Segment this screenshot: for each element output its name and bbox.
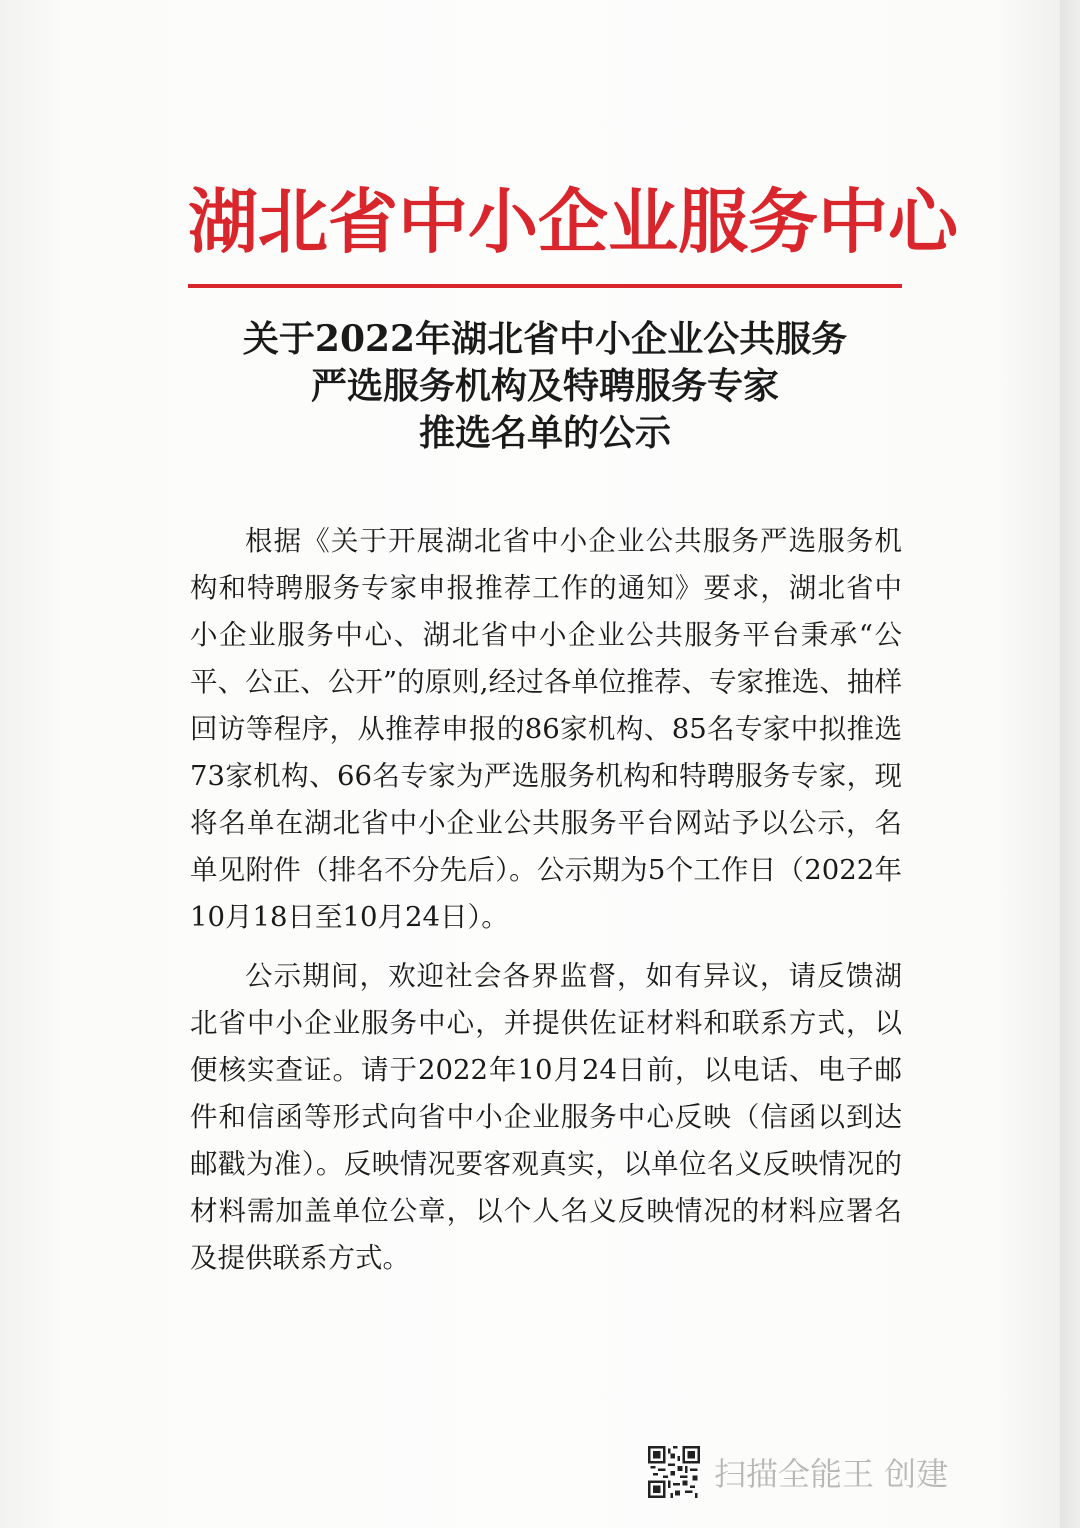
document-body <box>190 518 902 1294</box>
document-title <box>160 316 930 457</box>
page-edge-shadow <box>1060 0 1080 1528</box>
title-line-2: 严选服务机构及特聘服务专家 <box>310 365 779 407</box>
scanner-watermark <box>648 1440 948 1504</box>
body-paragraph-1: 根据《关于开展湖北省中小企业公共服务严选服务机构和特聘服务专家申报推荐工作的通知》要求，湖北省中小企业服务中心、湖北省中小企业公共服务平台秉承“公平、公正、公开”的原则,经过各单位推荐、专家推选、抽样回访等程序，从推荐申报的86家机构、85名专家中拟推选 73家机构、66名专家为严选服务机构和特聘服务专家，现将名单在湖北省中小企业公共服务平台网站予以公示，名单见附件（排名不分先后）。公示期为5个工作日（2022年10月18日至10月24日）。 <box>190 525 902 933</box>
title-line-3: 推选名单的公示 <box>418 412 671 454</box>
letterhead-organization: 湖北省中小企业服务中心 <box>188 181 958 263</box>
watermark-text: 扫描全能王 创建 <box>714 1455 949 1493</box>
title-line-1: 关于2022年湖北省中小企业公共服务 <box>242 318 848 360</box>
body-paragraph-2: 公示期间，欢迎社会各界监督，如有异议，请反馈湖北省中小企业服务中心，并提供佐证材料和联系方式，以便核实查证。请于2022年10月24日前，以电话、电子邮件和信函等形式向省中小企业服务中心反映（信函以到达邮戳为准）。反映情况要客观真实，以单位名义反映情况的材料需加盖单位公章，以个人名义反映情况的材料应署名及提供联系方式。 <box>190 960 902 1274</box>
qr-code-icon <box>648 1446 700 1498</box>
letterhead-red-rule <box>188 284 902 288</box>
